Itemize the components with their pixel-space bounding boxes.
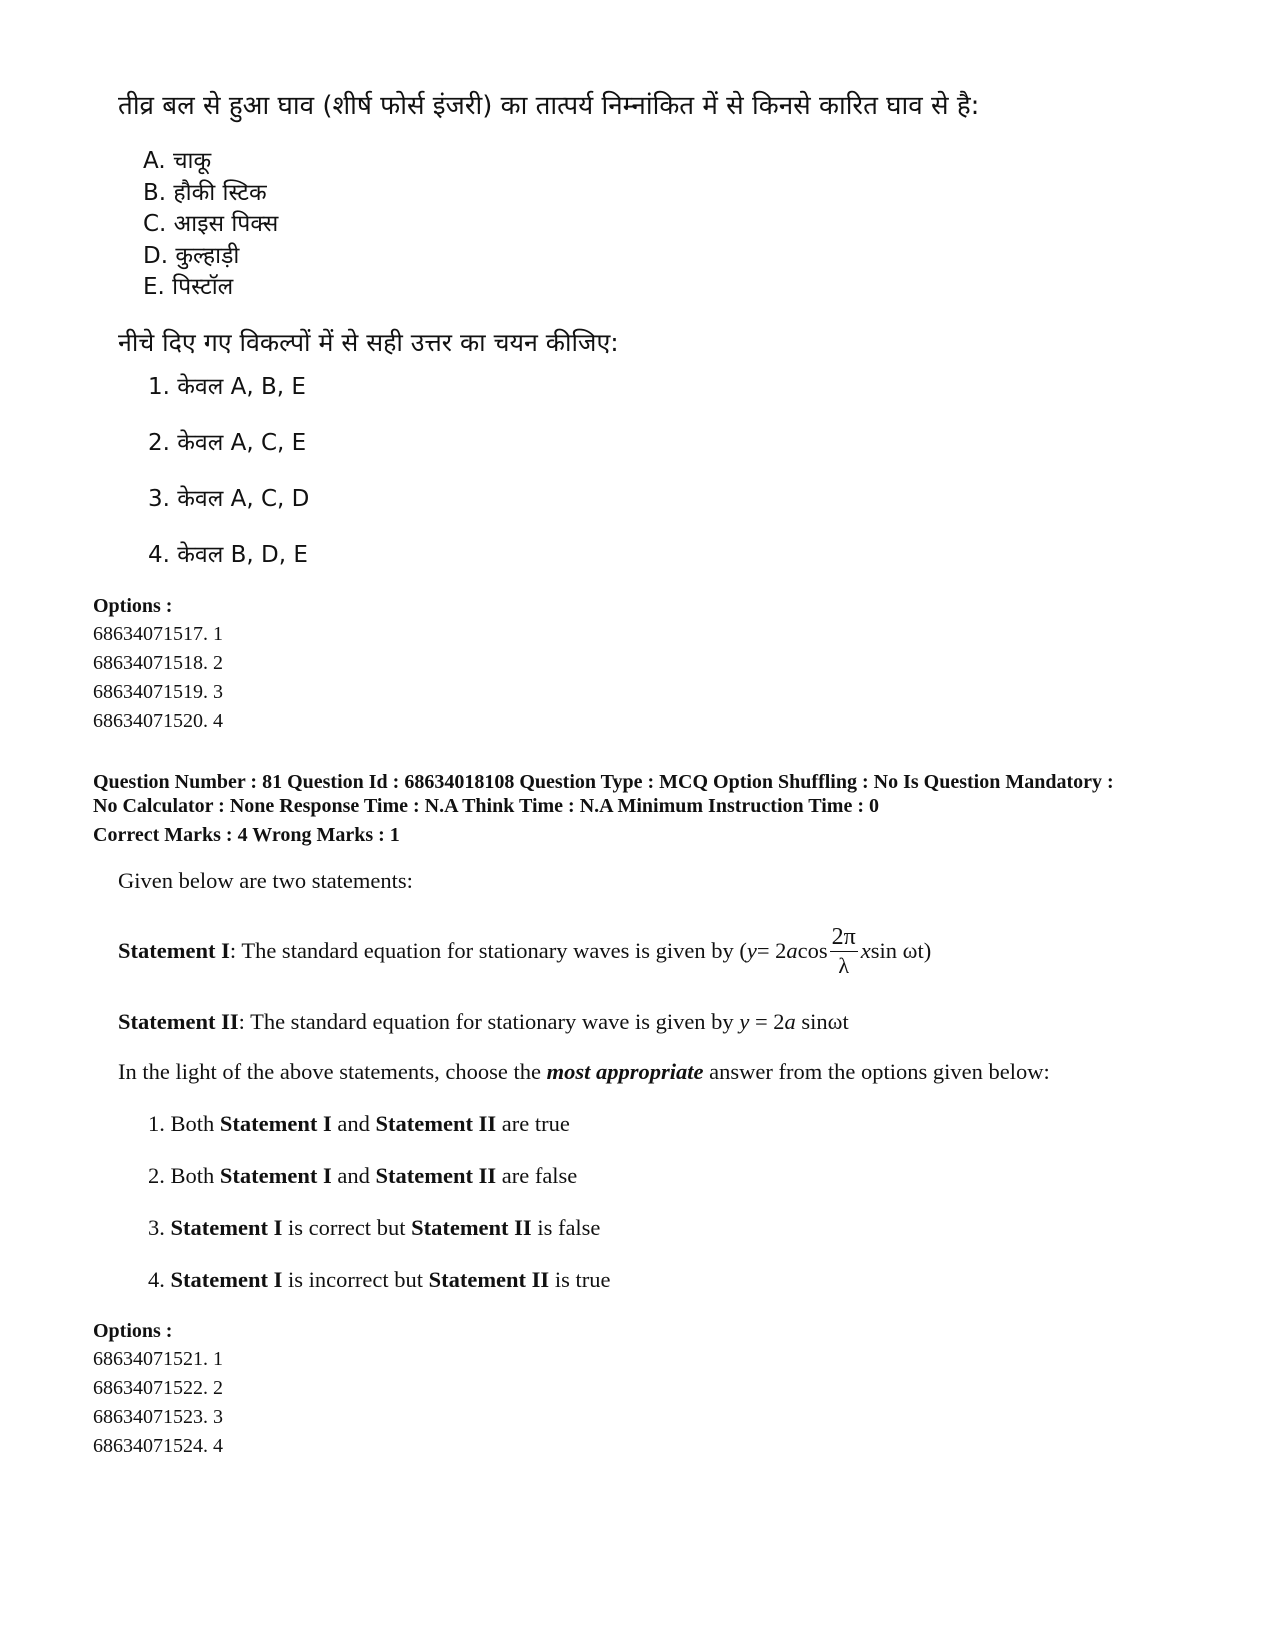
q1-choice: 2. केवल A, C, E bbox=[148, 430, 307, 456]
choice-text: is true bbox=[549, 1267, 611, 1292]
formula-y: y bbox=[746, 938, 757, 963]
choice-bold: Statement I bbox=[219, 1163, 332, 1188]
formula-eq: = 2 bbox=[756, 938, 787, 963]
q2-intro: Given below are two statements: bbox=[118, 868, 413, 893]
choice-number: 3. bbox=[148, 1215, 171, 1240]
statement-2-eq: = 2 bbox=[749, 1009, 785, 1034]
option-item: 68634071521. 1 bbox=[93, 1348, 223, 1370]
question-marks: Correct Marks : 4 Wrong Marks : 1 bbox=[93, 824, 400, 846]
formula-cos: cos bbox=[797, 938, 828, 963]
option-item: 68634071522. 2 bbox=[93, 1377, 223, 1399]
q1-choice: 1. केवल A, B, E bbox=[148, 374, 306, 400]
q1-item: B. हौकी स्टिक bbox=[143, 179, 267, 206]
q2-choice bbox=[148, 1215, 600, 1241]
formula-a: a bbox=[786, 938, 798, 963]
q2-options-list bbox=[93, 1345, 223, 1461]
choice-bold: Statement II bbox=[428, 1267, 550, 1292]
choice-number: 4. bbox=[148, 1267, 171, 1292]
statement-2-a: a bbox=[784, 1009, 796, 1034]
q1-item: C. आइस पिक्स bbox=[143, 211, 279, 237]
q2-statement-2 bbox=[118, 1009, 849, 1035]
q1-items-list bbox=[143, 146, 278, 304]
option-item: 68634071524. 4 bbox=[93, 1435, 223, 1457]
formula-fraction bbox=[830, 925, 858, 977]
q1-options-label: Options : bbox=[93, 595, 173, 617]
option-item: 68634071520. 4 bbox=[93, 710, 223, 732]
option-item: 68634071517. 1 bbox=[93, 623, 223, 645]
q2-choice bbox=[148, 1267, 610, 1293]
option-item: 68634071523. 3 bbox=[93, 1406, 223, 1428]
choice-bold: Statement II bbox=[411, 1215, 532, 1240]
choice-text: and bbox=[331, 1111, 376, 1136]
q1-item: A. चाकू bbox=[143, 148, 212, 174]
choice-text: is incorrect but bbox=[282, 1267, 429, 1292]
statement-2-sin: sinωt bbox=[795, 1009, 849, 1034]
choice-bold: Statement I bbox=[170, 1215, 283, 1240]
statement-1-text: : The standard equation for stationary waves is given by ( bbox=[229, 938, 747, 963]
instruction-post: answer from the options given below: bbox=[703, 1059, 1050, 1084]
formula-x: x bbox=[860, 938, 871, 963]
formula-sin: sin ωt bbox=[870, 938, 924, 963]
choice-text: and bbox=[331, 1163, 376, 1188]
q1-stem: तीव्र बल से हुआ घाव (शीर्ष फोर्स इंजरी) का तात्पर्य निम्नांकित में से किनसे कारित घाव से है: bbox=[118, 91, 980, 121]
fraction-numerator: 2π bbox=[831, 924, 856, 950]
choice-bold: Statement II bbox=[375, 1111, 497, 1136]
question-meta-line: No Calculator : None Response Time : N.A Think Time : N.A Minimum Instruction Time : 0 bbox=[93, 795, 879, 817]
instruction-emphasis: most appropriate bbox=[546, 1059, 704, 1084]
q1-instruction: नीचे दिए गए विकल्पों में से सही उत्तर का चयन कीजिए: bbox=[118, 328, 619, 357]
option-item: 68634071519. 3 bbox=[93, 681, 223, 703]
q2-choice bbox=[148, 1163, 577, 1189]
q1-choice: 4. केवल B, D, E bbox=[148, 542, 308, 568]
choice-bold: Statement I bbox=[219, 1111, 332, 1136]
choice-text: is false bbox=[531, 1215, 601, 1240]
statement-2-text: : The standard equation for stationary wave is given by bbox=[238, 1009, 740, 1034]
statement-1-label: Statement I bbox=[118, 938, 230, 963]
choice-text: are true bbox=[496, 1111, 570, 1136]
statement-2-label: Statement II bbox=[118, 1009, 239, 1034]
choice-number: 1. Both bbox=[148, 1111, 220, 1136]
option-item: 68634071518. 2 bbox=[93, 652, 223, 674]
q2-choice bbox=[148, 1111, 570, 1137]
q1-options-list bbox=[93, 620, 223, 736]
q2-options-label: Options : bbox=[93, 1320, 173, 1342]
question-meta-line: Question Number : 81 Question Id : 68634018108 Question Type : MCQ Option Shuffling : No Is Question Mandatory : bbox=[93, 771, 1114, 793]
fraction-denominator: λ bbox=[838, 953, 850, 978]
q1-item: E. पिस्टॉल bbox=[143, 274, 234, 300]
question-meta bbox=[93, 770, 1114, 847]
instruction-pre: In the light of the above statements, choose the bbox=[118, 1059, 547, 1084]
statement-2-y: y bbox=[739, 1009, 750, 1034]
q1-choice: 3. केवल A, C, D bbox=[148, 486, 310, 512]
choice-bold: Statement I bbox=[170, 1267, 283, 1292]
q1-item: D. कुल्हाड़ी bbox=[143, 242, 240, 269]
q2-statement-1 bbox=[118, 925, 931, 977]
choice-bold: Statement II bbox=[375, 1163, 497, 1188]
choice-text: is correct but bbox=[282, 1215, 412, 1240]
choice-number: 2. Both bbox=[148, 1163, 220, 1188]
choice-text: are false bbox=[496, 1163, 578, 1188]
q2-instruction bbox=[118, 1059, 1050, 1085]
formula-close: ) bbox=[923, 938, 932, 963]
